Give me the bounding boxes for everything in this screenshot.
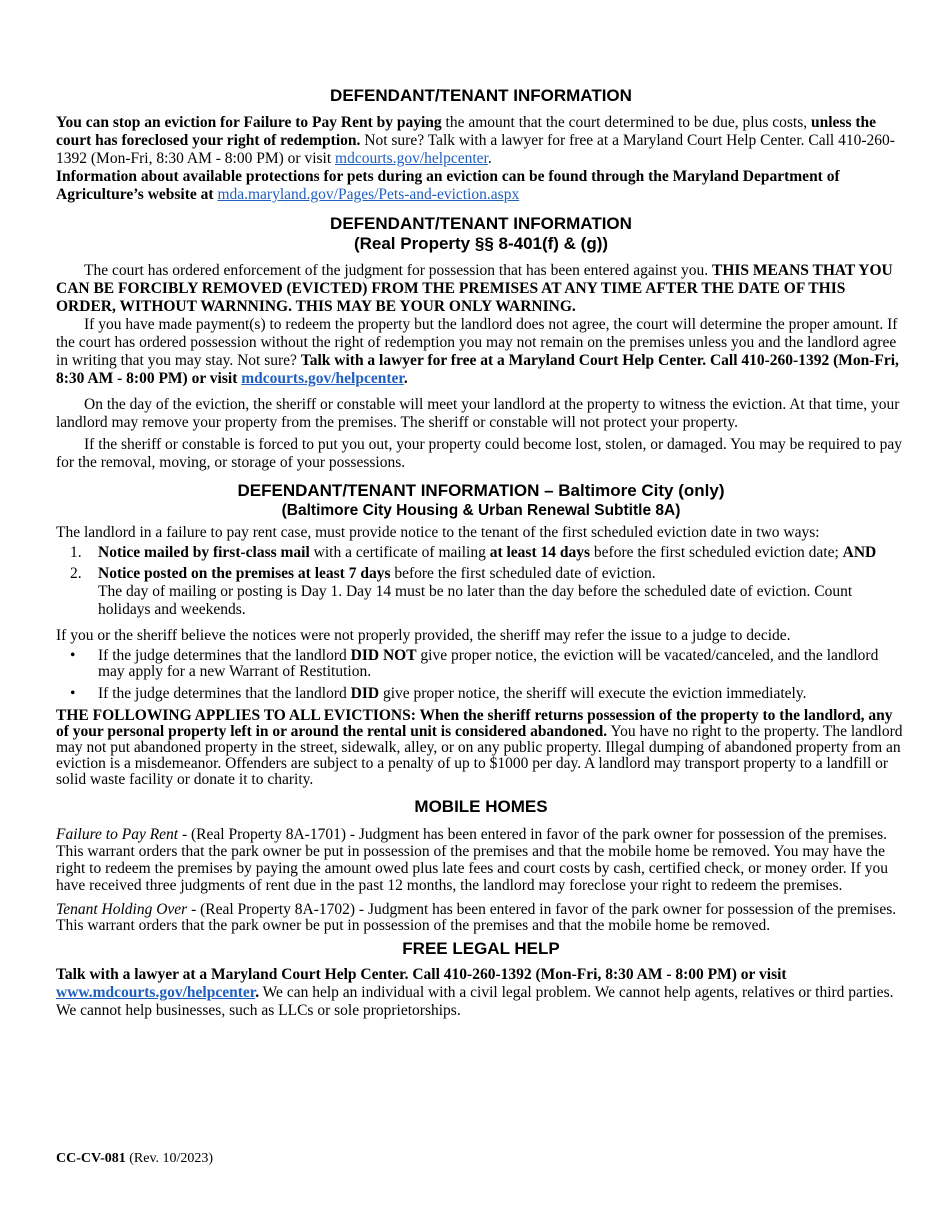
helpcenter-link-2[interactable]: mdcourts.gov/helpcenter (241, 370, 404, 387)
section-title-baltimore: DEFENDANT/TENANT INFORMATION – Baltimore City (only) (237, 481, 725, 500)
list-item: • If the judge determines that the landlord DID give proper notice, the sheriff will execute the eviction immediately. (70, 685, 807, 702)
abandoned-property-paragraph: THE FOLLOWING APPLIES TO ALL EVICTIONS: When the sheriff returns possession of the property to the landlord, any of your personal property left in or around the rental unit is considered abandoned. You have no right to the property. The landlord may not put abandoned property in the street, sidewalk, alley, or on any public property. Illegal dumping of abandoned property from an eviction is a misdemeanor. Offenders are subject to a penalty of up to $1000 per day. A landlord may transport property to a landfill or solid waste facility or donate it to charity. (56, 707, 903, 788)
pets-eviction-link[interactable]: mda.maryland.gov/Pages/Pets-and-eviction.aspx (217, 186, 520, 203)
helpcenter-link[interactable]: mdcourts.gov/helpcenter (335, 150, 488, 167)
stop-eviction-paragraph: You can stop an eviction for Failure to Pay Rent by paying the amount that the court determined to be due, plus costs, unless the court has foreclosed your right of redemption. Not sure? Talk with a lawyer for free at a Maryland Court Help Center. Call 410-260-1392 (Mon-Fri, 8:30 AM - 8:00 PM) or visit mdcourts.gov/helpcenter. (56, 114, 895, 167)
form-revision: (Rev. 10/2023) (125, 1151, 214, 1166)
form-id: CC-CV-081 (56, 1151, 126, 1166)
failure-to-pay-paragraph: Failure to Pay Rent - (Real Property 8A-1701) - Judgment has been entered in favor of the park owner for possession of the premises. This warrant orders that the park owner be put in possession of the premises and that the mobile home be removed. You may have the right to redeem the premises by paying the amount owed plus late fees and court costs by cash, certified check, or money order. If you have received three judgments of rent due in the past 12 months, the landlord may foreclose your right to redeem the premises. (56, 826, 889, 894)
property-loss-paragraph: If the sheriff or constable is forced to put you out, your property could become lost, stolen, or damaged. You may be required to pay for the removal, moving, or storage of your possessions. (56, 436, 903, 471)
section-title-real-property: DEFENDANT/TENANT INFORMATION (330, 214, 632, 233)
form-footer (56, 1151, 213, 1167)
free-legal-help-paragraph: Talk with a lawyer at a Maryland Court Help Center. Call 410-260-1392 (Mon-Fri, 8:30 AM - 8:00 PM) or visit www.mdcourts.gov/helpcenter. We can help an individual with a civil legal problem. We cannot help agents, relatives or third parties. We cannot help businesses, such as LLCs or sole proprietorships. (56, 966, 894, 1019)
section-title-mobile-homes: MOBILE HOMES (414, 797, 548, 816)
enforcement-paragraph: The court has ordered enforcement of the judgment for possession that has been entered against you. THIS MEANS THAT YOU CAN BE FORCIBLY REMOVED (EVICTED) FROM THE PREMISES AT ANY TIME AFTER THE DATE OF THIS ORDER, WITHOUT WARNNING. THIS MAY BE YOUR ONLY WARNING. (56, 262, 893, 315)
document-body (56, 86, 906, 1020)
helpcenter-link-3[interactable]: www.mdcourts.gov/helpcenter (56, 984, 256, 1001)
judge-determination-list (56, 648, 906, 702)
notice-list (56, 544, 906, 619)
list-item: 2. Notice posted on the premises at least 7 days before the first scheduled date of eviction. The day of mailing or posting is Day 1. Day 14 must be no later than the day before the scheduled date of eviction. Count holidays and weekends. (70, 565, 853, 618)
list-item: 1. Notice mailed by first-class mail with a certificate of mailing at least 14 days before the first scheduled eviction date; AND (70, 544, 877, 561)
section-subtitle-real-property: (Real Property §§ 8-401(f) & (g)) (353, 234, 609, 253)
eviction-day-paragraph: On the day of the eviction, the sheriff or constable will meet your landlord at the property to witness the eviction. At that time, your landlord may remove your property from the premises. The sheriff or constable will not protect your property. (56, 396, 900, 431)
redemption-paragraph: If you have made payment(s) to redeem the property but the landlord does not agree, the court will determine the proper amount. If the court has ordered possession without the right of redemption you may not remain on the premises unless you and the landlord agree in writing that you may stay. Not sure? Talk with a lawyer for free at a Maryland Court Help Center. Call 410-260-1392 (Mon-Fri, 8:30 AM - 8:00 PM) or visit mdcourts.gov/helpcenter. (56, 316, 899, 387)
notice-intro: The landlord in a failure to pay rent case, must provide notice to the tenant of the first scheduled eviction date in two ways: (56, 524, 820, 541)
pets-protection-paragraph: Information about available protections for pets during an eviction can be found through the Maryland Department of Agriculture’s website at mda.maryland.gov/Pages/Pets-and-eviction.aspx (56, 168, 840, 203)
holding-over-paragraph: Tenant Holding Over - (Real Property 8A-1702) - Judgment has been entered in favor of the park owner for possession of the premises. This warrant orders that the park owner be put in possession of the premises and that the mobile home be removed. (56, 901, 897, 934)
list-item: • If the judge determines that the landlord DID NOT give proper notice, the eviction will be vacated/canceled, and the landlord may apply for a new Warrant of Restitution. (70, 647, 879, 680)
referral-paragraph: If you or the sheriff believe the notices were not properly provided, the sheriff may refer the issue to a judge to decide. (56, 627, 791, 644)
section-title-defendant-info: DEFENDANT/TENANT INFORMATION (330, 86, 632, 105)
section-title-free-legal-help: FREE LEGAL HELP (402, 939, 560, 958)
section-subtitle-baltimore: (Baltimore City Housing & Urban Renewal Subtitle 8A) (281, 502, 681, 519)
